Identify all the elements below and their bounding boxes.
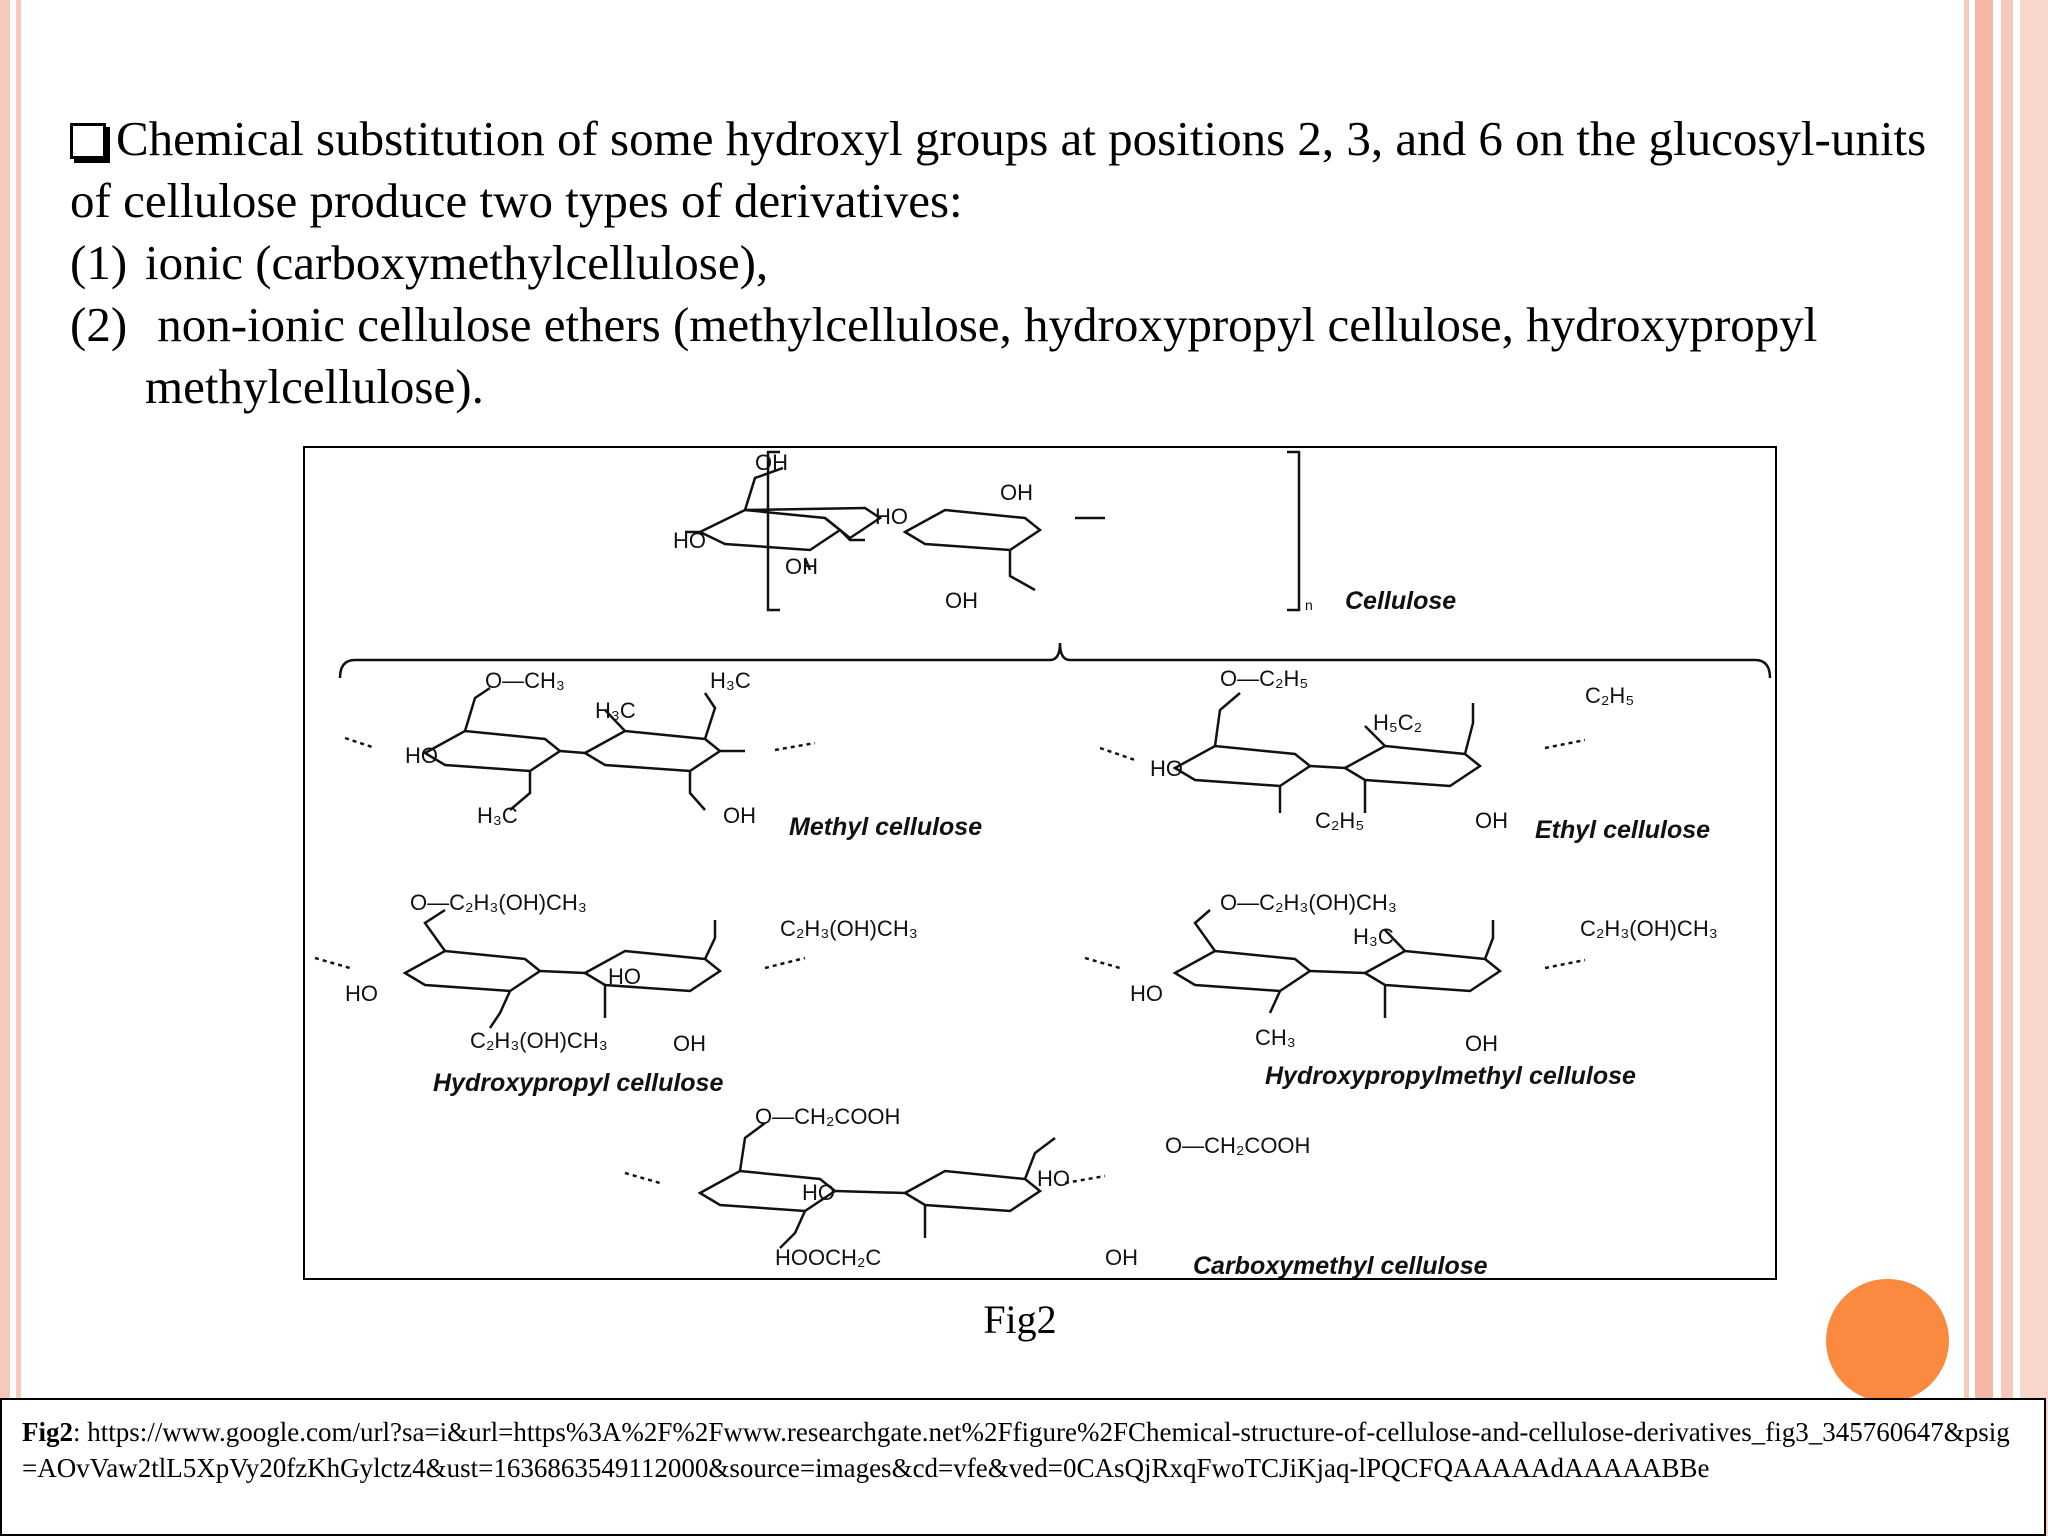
chemical-structure-figure bbox=[303, 446, 1777, 1280]
glucose-ring-1 bbox=[700, 510, 840, 550]
ho-group: HO bbox=[1130, 981, 1163, 1006]
oc2h5-group: O—C₂H₅ bbox=[1220, 666, 1309, 691]
left-decor-stripe bbox=[0, 0, 10, 1536]
chemical-structures-drawing bbox=[305, 448, 1777, 1280]
intro-text: Chemical substitution of some hydroxyl groups at positions 2, 3, and 6 on the glucosyl-units of cellulose produce two types of derivatives: bbox=[70, 111, 1927, 228]
polymer-bracket-right bbox=[1287, 452, 1299, 610]
ho-group: HO bbox=[1150, 756, 1183, 781]
hp-group: C₂H₃(OH)CH₃ bbox=[470, 1028, 608, 1053]
ohp-group: O—C₂H₃(OH)CH₃ bbox=[410, 890, 587, 915]
figure-caption: Fig2 bbox=[983, 1297, 1057, 1342]
left-decor-stripe-thin bbox=[16, 0, 21, 1536]
label-hpmc: Hydroxypropylmethyl cellulose bbox=[1265, 1062, 1636, 1090]
oh-group: OH bbox=[755, 450, 788, 475]
c2h5-group: C₂H₅ bbox=[1585, 683, 1635, 708]
h3c-group: H₃C bbox=[1353, 924, 1394, 949]
oh-group: OH bbox=[1000, 480, 1033, 505]
oh-group: OH bbox=[1475, 808, 1508, 833]
list-text: non-ionic cellulose ethers (methylcellulose, hydroxypropyl cellulose, hydroxypropyl methylcellulose). bbox=[145, 297, 1830, 414]
list-item-ionic bbox=[70, 232, 1950, 294]
footnote-label: Fig2 bbox=[22, 1417, 73, 1447]
oh-group: OH bbox=[673, 1031, 706, 1056]
h3c-group: H₃C bbox=[477, 803, 518, 828]
figure-source-footnote bbox=[0, 1398, 2046, 1536]
label-methyl-cellulose: Methyl cellulose bbox=[789, 813, 983, 841]
intro-paragraph bbox=[70, 108, 1950, 232]
ocm-group: O—CH₂COOH bbox=[755, 1104, 901, 1129]
ch3-group: CH₃ bbox=[1255, 1025, 1296, 1050]
hp-group: C₂H₃(OH)CH₃ bbox=[780, 916, 918, 941]
oh-group: OH bbox=[1465, 1031, 1498, 1056]
ho-group: HO bbox=[345, 981, 378, 1006]
ho-group: HO bbox=[608, 964, 641, 989]
footnote-url: : https://www.google.com/url?sa=i&url=https%3A%2F%2Fwww.researchgate.net%2Ffigure%2FChemical-structure-of-cellulose-and-cellulose-derivatives_fig3_345760647&psig=AOvVaw2tlL5XpVy20fzKhGylctz4&ust=1636863549112000&source=images&cd=vfe&ved=0CAsQjRxqFwoTCJiKjaq-lPQCFQAAAAAdAAAAABBe bbox=[22, 1417, 2010, 1483]
label-ethyl-cellulose: Ethyl cellulose bbox=[1535, 816, 1711, 844]
label-carboxymethyl-cellulose: Carboxymethyl cellulose bbox=[1193, 1252, 1488, 1280]
right-decor-stripe-2 bbox=[2001, 0, 2013, 1536]
right-decor-stripe bbox=[1975, 0, 1993, 1536]
c2h5-group: C₂H₅ bbox=[1315, 808, 1365, 833]
och3-group: O—CH₃ bbox=[485, 668, 565, 693]
list-number: (1) bbox=[70, 235, 128, 290]
list-item-nonionic bbox=[70, 294, 1950, 418]
decorative-orange-circle bbox=[1826, 1279, 1949, 1402]
h3c-group: H₃C bbox=[710, 668, 751, 693]
label-hydroxypropyl-cellulose: Hydroxypropyl cellulose bbox=[433, 1069, 724, 1097]
oh-group: OH bbox=[723, 803, 756, 828]
list-number: (2) bbox=[70, 297, 128, 352]
ho-group: HO bbox=[875, 504, 908, 529]
oh-group: OH bbox=[1105, 1245, 1138, 1270]
oh-group: OH bbox=[945, 588, 978, 613]
checkbox-bullet-icon bbox=[70, 123, 106, 159]
ocm-group: O—CH₂COOH bbox=[1165, 1133, 1311, 1158]
ho-group: HO bbox=[405, 743, 438, 768]
ho-group: HO bbox=[1037, 1166, 1070, 1191]
ho-group: HO bbox=[673, 528, 706, 553]
oh-group: OH bbox=[785, 554, 818, 579]
h5c2-group: H₅C₂ bbox=[1373, 710, 1423, 735]
hp-group: C₂H₃(OH)CH₃ bbox=[1580, 916, 1718, 941]
ho-group: HO bbox=[802, 1180, 835, 1205]
list-text: ionic (carboxymethylcellulose), bbox=[145, 235, 769, 290]
h3c-group: H₃C bbox=[595, 698, 636, 723]
label-cellulose: Cellulose bbox=[1345, 587, 1457, 615]
slide-body bbox=[70, 108, 1950, 418]
ohp-group: O—C₂H₃(OH)CH₃ bbox=[1220, 890, 1397, 915]
right-decor-stripe-thin bbox=[1964, 0, 1969, 1536]
glucose-ring-2 bbox=[905, 510, 1040, 550]
right-decor-stripe-3 bbox=[2020, 0, 2048, 1536]
hoocch2-group: HOOCH₂C bbox=[775, 1245, 882, 1270]
repeat-n: n bbox=[1305, 597, 1313, 613]
polymer-bracket-left bbox=[768, 452, 780, 610]
